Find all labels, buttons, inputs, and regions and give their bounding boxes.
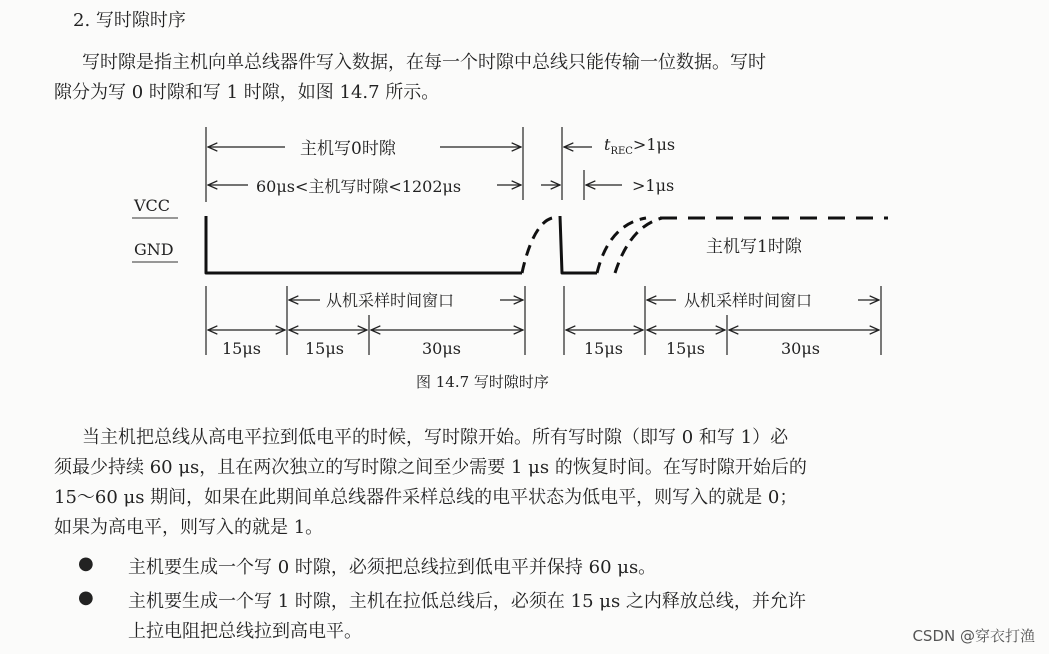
- intro-line-1: 写时隙是指主机向单总线器件写入数据，在每一个时隙中总线只能传输一位数据。写时: [82, 52, 766, 73]
- body-line-3: 15～60 μs 期间，如果在此期间单总线器件采样总线的电平状态为低电平，则写入的就是 0；: [54, 487, 798, 508]
- trec-label: $t_{REC}>1\mu s$: [604, 135, 676, 157]
- vcc-label: VCC: [134, 196, 171, 215]
- duration-label: 30μs: [781, 339, 820, 358]
- gnd-label: GND: [134, 240, 174, 259]
- write0-range-label: 60μs<主机写时隙<1202μs: [256, 177, 462, 196]
- body-paragraph: [54, 423, 997, 543]
- sample-window-right-label: 从机采样时间窗口: [684, 291, 813, 310]
- watermark: CSDN @穿衣打渔: [912, 627, 1035, 645]
- body-line-2: 须最少持续 60 μs，且在两次独立的写时隙之间至少需要 1 μs 的恢复时间。在写时隙开始后的: [54, 457, 807, 478]
- write1-slot-label: 主机写1时隙: [706, 237, 802, 257]
- duration-label: 15μs: [305, 339, 344, 358]
- body-line-1: 当主机把总线从高电平拉到低电平的时候，写时隙开始。所有写时隙（即写 0 和写 1）必: [82, 427, 789, 448]
- bullet-marker: ●: [78, 587, 94, 608]
- duration-label: 15μs: [222, 339, 261, 358]
- figure-caption: 图 14.7 写时隙时序: [416, 373, 549, 391]
- duration-label: 15μs: [666, 339, 705, 358]
- body-line-4: 如果为高电平，则写入的就是 1。: [54, 517, 324, 538]
- intro-line-2: 隙分为写 0 时隙和写 1 时隙，如图 14.7 所示。: [54, 82, 440, 103]
- section-heading: 2. 写时隙时序: [73, 10, 186, 31]
- duration-label: 15μs: [584, 339, 623, 358]
- recovery-label: >1μs: [632, 176, 675, 195]
- bullet-text: 主机要生成一个写 0 时隙，必须把总线拉到低电平并保持 60 μs。: [128, 557, 657, 578]
- bullet-text: 主机要生成一个写 1 时隙，主机在拉低总线后，必须在 15 μs 之内释放总线，并允许: [128, 591, 806, 612]
- bullet-continuation: 上拉电阻把总线拉到高电平。: [128, 621, 362, 642]
- duration-label: 30μs: [422, 339, 461, 358]
- sample-window-left-label: 从机采样时间窗口: [326, 291, 455, 310]
- bullet-marker: ●: [78, 553, 94, 574]
- write0-slot-label: 主机写0时隙: [300, 139, 396, 159]
